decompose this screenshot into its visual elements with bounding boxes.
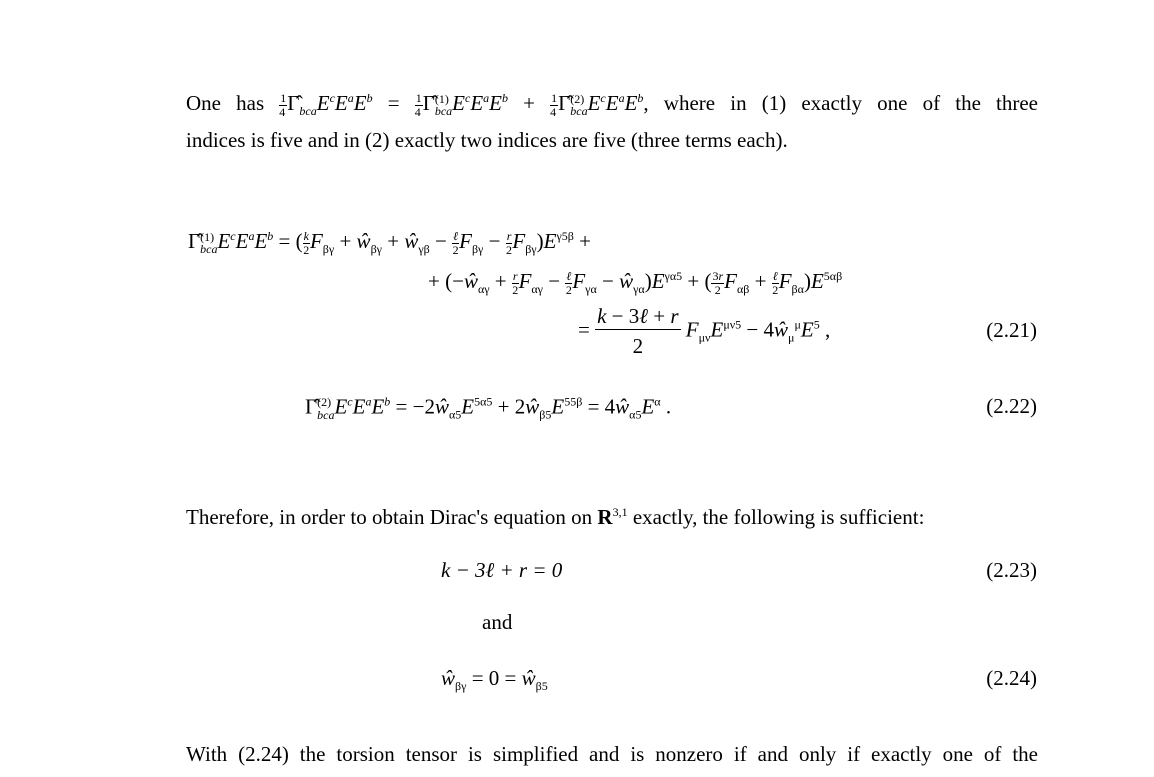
paragraph-1-suffix: , where in (1) exactly one of the three [643, 90, 1039, 115]
equation-2-21-line-3: = $\frac{\text{k − 3ℓ + r}}{2}$ $F_{\mu\nu}E^{\mu\nu 5}$ − $4ŵ_\mu^\mu E^5$ , [578, 304, 831, 358]
paragraph-1-line-2: indices is five and in (2) exactly two indices are five (three terms each). [186, 128, 788, 152]
gamma-decomposition-formula: $\frac{1}{4}$ $\Gammâ_{bca}E^cE^aE^b$ = $\frac{1}{4}$ Γ̂ (1) bca $E^cE^aE^b$ + $\frac{1}{4}$ Γ̂ (2) bca $E^cE^aE^b$ [279, 90, 644, 119]
paragraph-2 [186, 507, 924, 528]
paragraph-2-suffix: exactly, the following is sufficient: [632, 505, 925, 529]
equation-2-21-line-2: + ($-ŵ_{\alpha\gamma}$ + $\frac{r}{2}$ $F_{\alpha\gamma}$ − ℓ 2 $F_{\gamma\alpha}$ − $ŵ_{\gamma\alpha})E^{\gamma\alpha 5}$ + ( $\frac{3r}{2}$ $F_{\alpha\beta}$ + ℓ 2 $F_{\beta\alpha})E^{5\alpha\beta}$ [428, 268, 843, 297]
real-space-symbol: R [597, 505, 613, 529]
paragraph-1-prefix: One has [186, 90, 265, 115]
equation-2-21-line-1: Γ̂ (1) bca $E^cE^aE^b$ = ( $\frac{k}{2}$ $F_{\beta\gamma}$ + $ŵ_{\beta\gamma}$ + $ŵ_{\gamma\beta}$ − ℓ 2 $F_{\beta\gamma}$ − $\frac{r}{2}$ $F_{\beta\gamma})E^{\gamma 5\beta}$ + [188, 228, 591, 257]
paragraph-3-line-1: With (2.24) the torsion tensor is simplified and is nonzero if and only if exactly one of the [186, 742, 1038, 766]
connector-and: and [482, 610, 513, 634]
equation-2-22: Γ̂ (2) bca $E^cE^aE^b$ = $-2ŵ_{\alpha 5}E^{5\alpha 5}$ + $2ŵ_{\beta 5}E^{55\beta}$ = $4ŵ_{\alpha 5}E^\alpha$ . [305, 394, 672, 422]
paragraph-2-prefix: Therefore, in order to obtain Dirac's equation on [186, 505, 593, 529]
equation-2-24: $ŵ_{\beta\gamma} = 0$ = $ŵ_{\beta 5}$ [441, 666, 548, 694]
equation-number-2-22: (2.22) [986, 394, 1037, 418]
paragraph-1-line-1 [186, 92, 1038, 118]
equation-2-23: k − 3ℓ + r = 0 [441, 558, 563, 582]
real-space-signature: 3,1 [612, 505, 628, 519]
equation-number-2-24: (2.24) [986, 666, 1037, 690]
equation-number-2-23: (2.23) [986, 558, 1037, 582]
equation-number-2-21: (2.21) [986, 318, 1037, 342]
